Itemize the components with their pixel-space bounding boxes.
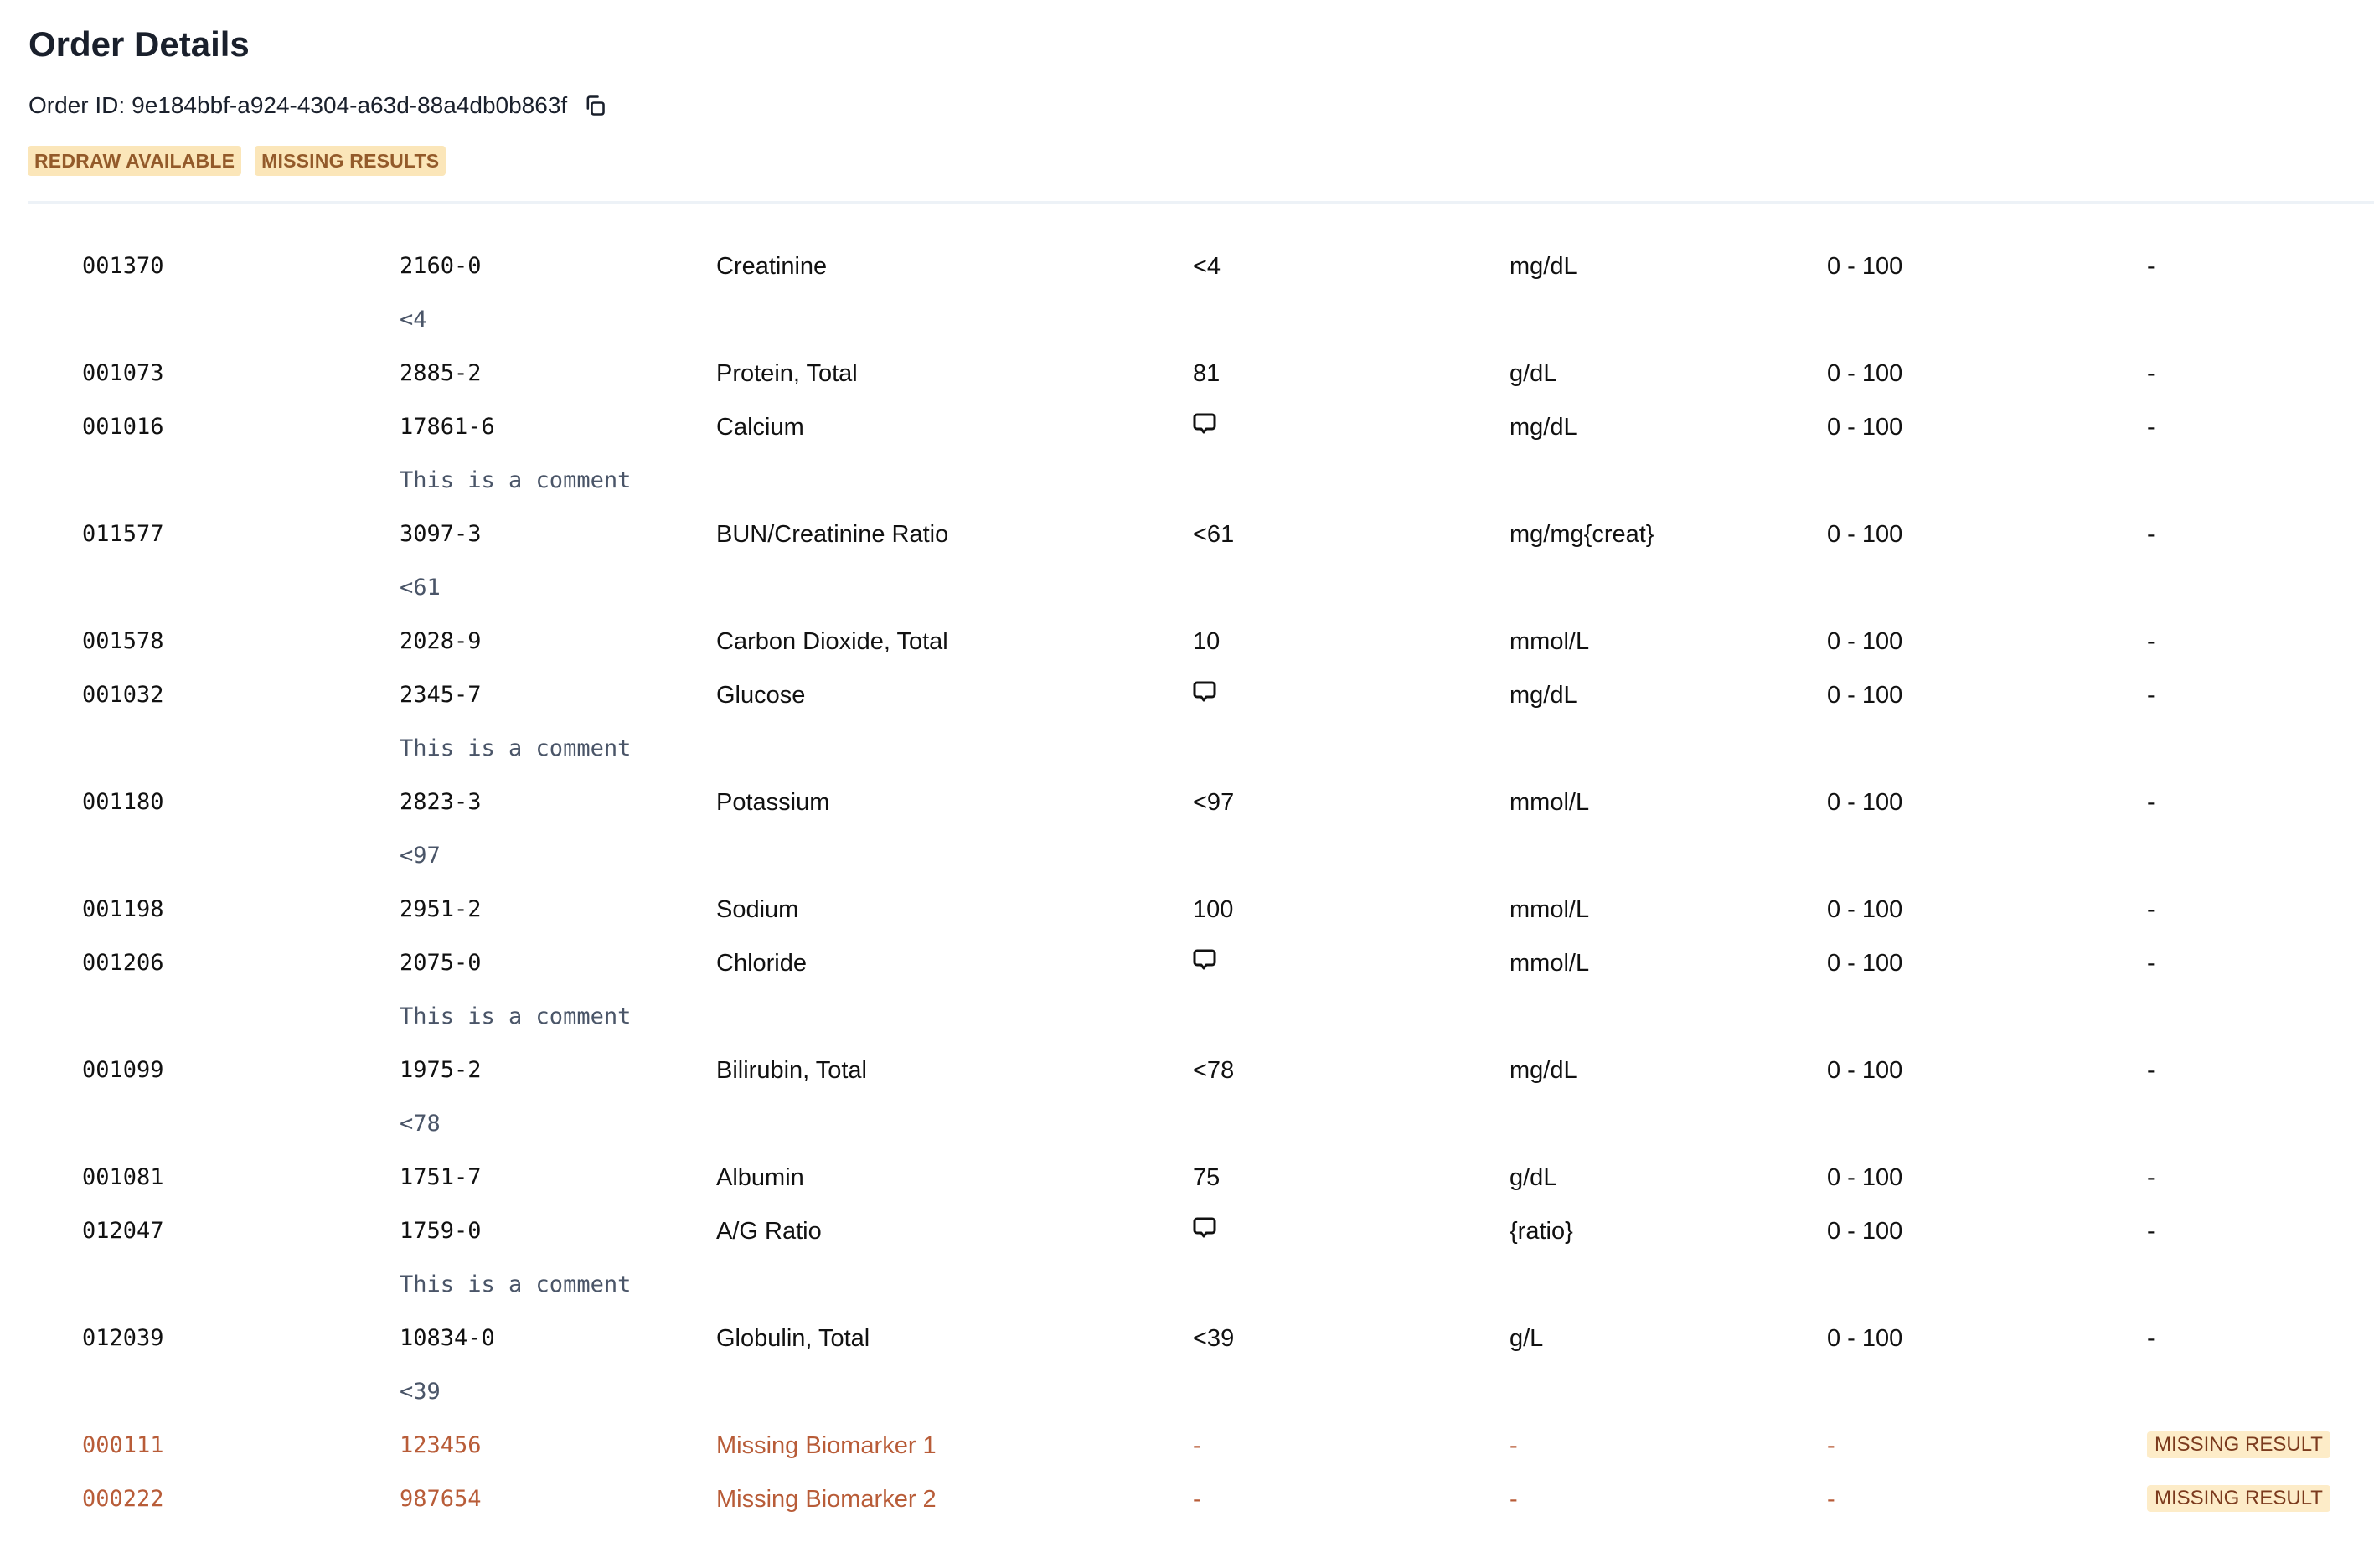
result-value: <78 <box>1193 1057 1235 1084</box>
result-unit: mg/dL <box>1510 1057 1577 1084</box>
test-name: Sodium <box>716 896 799 923</box>
table-row <box>0 508 2374 561</box>
result-flag: - <box>2147 1057 2155 1084</box>
test-code: 001370 <box>82 253 164 279</box>
loinc-code: 2028-9 <box>400 628 482 654</box>
reference-range: 0 - 100 <box>1827 789 1903 816</box>
test-code: 001016 <box>82 414 164 440</box>
result-value: - <box>1193 1432 1201 1459</box>
result-unit: mg/dL <box>1510 414 1577 441</box>
result-unit: mmol/L <box>1510 628 1590 655</box>
comment-icon[interactable] <box>1193 1216 1216 1241</box>
missing-results-badge: MISSING RESULTS <box>255 146 446 176</box>
reference-range: 0 - 100 <box>1827 1218 1903 1245</box>
result-note: <39 <box>400 1379 441 1405</box>
test-name: Carbon Dioxide, Total <box>716 628 948 655</box>
copy-icon <box>583 94 606 117</box>
table-row <box>0 668 2374 722</box>
result-note: <4 <box>400 307 427 333</box>
result-comment: This is a comment <box>400 467 632 493</box>
reference-range: 0 - 100 <box>1827 682 1903 709</box>
test-name: A/G Ratio <box>716 1218 822 1245</box>
loinc-code: 3097-3 <box>400 521 482 547</box>
result-value: 10 <box>1193 628 1221 655</box>
reference-range: - <box>1827 1432 1835 1459</box>
result-unit: mg/dL <box>1510 682 1577 709</box>
result-flag: - <box>2147 360 2155 387</box>
table-row <box>0 776 2374 829</box>
test-code: 011577 <box>82 521 164 547</box>
result-unit: mg/dL <box>1510 253 1577 280</box>
result-note-row <box>0 454 2374 508</box>
result-note-row <box>0 990 2374 1044</box>
test-code: 000222 <box>82 1486 164 1512</box>
result-flag: - <box>2147 950 2155 977</box>
result-unit: mmol/L <box>1510 789 1590 816</box>
test-name: Missing Biomarker 1 <box>716 1432 937 1459</box>
order-id-value: 9e184bbf-a924-4304-a63d-88a4db0b863f <box>132 92 568 118</box>
missing-result-row <box>0 1473 2374 1526</box>
test-name: Albumin <box>716 1164 804 1191</box>
test-code: 001578 <box>82 628 164 654</box>
order-status-badges <box>28 146 446 176</box>
result-unit: g/L <box>1510 1325 1544 1352</box>
loinc-code: 17861-6 <box>400 414 495 440</box>
result-note-row <box>0 1365 2374 1419</box>
result-flag: - <box>2147 628 2155 655</box>
loinc-code: 1751-7 <box>400 1164 482 1190</box>
result-comment: This is a comment <box>400 735 632 761</box>
result-flag <box>2147 1473 2330 1526</box>
table-row <box>0 615 2374 668</box>
result-flag: - <box>2147 682 2155 709</box>
result-unit: - <box>1510 1432 1518 1459</box>
test-name: Bilirubin, Total <box>716 1057 868 1084</box>
reference-range: 0 - 100 <box>1827 414 1903 441</box>
loinc-code: 987654 <box>400 1486 482 1512</box>
result-value: - <box>1193 1486 1201 1513</box>
result-note-row <box>0 293 2374 347</box>
result-unit: g/dL <box>1510 1164 1557 1191</box>
result-flag: - <box>2147 896 2155 923</box>
result-flag: - <box>2147 789 2155 816</box>
missing-result-badge: MISSING RESULT <box>2147 1431 2330 1458</box>
result-flag: - <box>2147 1218 2155 1245</box>
test-code: 001073 <box>82 360 164 386</box>
test-name: Creatinine <box>716 253 828 280</box>
result-flag <box>2147 1419 2330 1473</box>
table-row <box>0 883 2374 936</box>
loinc-code: 2951-2 <box>400 896 482 922</box>
result-unit: mmol/L <box>1510 950 1590 977</box>
table-row <box>0 1044 2374 1097</box>
table-row <box>0 1312 2374 1365</box>
reference-range: 0 - 100 <box>1827 628 1903 655</box>
test-code: 001099 <box>82 1057 164 1083</box>
test-name: Missing Biomarker 2 <box>716 1486 937 1513</box>
test-name: Potassium <box>716 789 830 816</box>
result-unit: - <box>1510 1486 1518 1513</box>
loinc-code: 2823-3 <box>400 789 482 815</box>
test-code: 001081 <box>82 1164 164 1190</box>
loinc-code: 1759-0 <box>400 1218 482 1244</box>
test-name: Glucose <box>716 682 806 709</box>
result-unit: g/dL <box>1510 360 1557 387</box>
loinc-code: 123456 <box>400 1432 482 1458</box>
results-table <box>0 240 2374 1526</box>
loinc-code: 10834-0 <box>400 1325 495 1351</box>
result-comment: This is a comment <box>400 1003 632 1029</box>
reference-range: 0 - 100 <box>1827 253 1903 280</box>
test-name: Chloride <box>716 950 807 977</box>
result-unit: mmol/L <box>1510 896 1590 923</box>
order-id-row <box>28 89 607 122</box>
reference-range: 0 - 100 <box>1827 1164 1903 1191</box>
result-flag: - <box>2147 253 2155 280</box>
table-row <box>0 240 2374 293</box>
result-value: <4 <box>1193 253 1221 280</box>
table-row <box>0 400 2374 454</box>
loinc-code: 2160-0 <box>400 253 482 279</box>
result-value: <97 <box>1193 789 1235 816</box>
reference-range: 0 - 100 <box>1827 521 1903 548</box>
result-note: <61 <box>400 575 441 601</box>
result-value <box>1193 1204 1216 1258</box>
reference-range: 0 - 100 <box>1827 360 1903 387</box>
table-row <box>0 936 2374 990</box>
loinc-code: 2345-7 <box>400 682 482 708</box>
table-row <box>0 1204 2374 1258</box>
test-name: Calcium <box>716 414 804 441</box>
result-flag: - <box>2147 1325 2155 1352</box>
missing-result-row <box>0 1419 2374 1473</box>
reference-range: 0 - 100 <box>1827 896 1903 923</box>
result-flag: - <box>2147 521 2155 548</box>
test-code: 012039 <box>82 1325 164 1351</box>
comment-icon[interactable] <box>1193 412 1216 437</box>
test-code: 000111 <box>82 1432 164 1458</box>
result-value: 81 <box>1193 360 1221 387</box>
order-id-label: Order ID: <box>28 92 126 118</box>
result-note-row <box>0 1097 2374 1151</box>
test-code: 001198 <box>82 896 164 922</box>
result-flag: - <box>2147 1164 2155 1191</box>
comment-icon[interactable] <box>1193 948 1216 973</box>
test-name: Protein, Total <box>716 360 858 387</box>
divider <box>28 201 2374 204</box>
reference-range: 0 - 100 <box>1827 1057 1903 1084</box>
result-note-row <box>0 561 2374 615</box>
test-code: 001206 <box>82 950 164 976</box>
result-value: <39 <box>1193 1325 1235 1352</box>
test-name: BUN/Creatinine Ratio <box>716 521 949 548</box>
result-value: 100 <box>1193 896 1234 923</box>
copy-order-id-button[interactable] <box>582 93 607 118</box>
test-code: 001180 <box>82 789 164 815</box>
result-note-row <box>0 722 2374 776</box>
result-note: <78 <box>400 1111 441 1137</box>
result-value <box>1193 668 1216 722</box>
result-note-row <box>0 1258 2374 1312</box>
result-value: <61 <box>1193 521 1235 548</box>
test-code: 012047 <box>82 1218 164 1244</box>
redraw-available-badge: REDRAW AVAILABLE <box>28 146 241 176</box>
missing-result-badge: MISSING RESULT <box>2147 1485 2330 1512</box>
reference-range: - <box>1827 1486 1835 1513</box>
comment-icon[interactable] <box>1193 680 1216 705</box>
result-value <box>1193 936 1216 990</box>
loinc-code: 1975-2 <box>400 1057 482 1083</box>
result-value <box>1193 400 1216 454</box>
loinc-code: 2075-0 <box>400 950 482 976</box>
result-unit: mg/mg{creat} <box>1510 521 1654 548</box>
result-unit: {ratio} <box>1510 1218 1573 1245</box>
result-flag: - <box>2147 414 2155 441</box>
test-name: Globulin, Total <box>716 1325 870 1352</box>
result-note: <97 <box>400 843 441 869</box>
result-note-row <box>0 829 2374 883</box>
table-row <box>0 1151 2374 1204</box>
result-comment: This is a comment <box>400 1271 632 1297</box>
reference-range: 0 - 100 <box>1827 1325 1903 1352</box>
table-row <box>0 347 2374 400</box>
reference-range: 0 - 100 <box>1827 950 1903 977</box>
result-value: 75 <box>1193 1164 1221 1191</box>
loinc-code: 2885-2 <box>400 360 482 386</box>
page-title: Order Details <box>28 24 250 64</box>
test-code: 001032 <box>82 682 164 708</box>
